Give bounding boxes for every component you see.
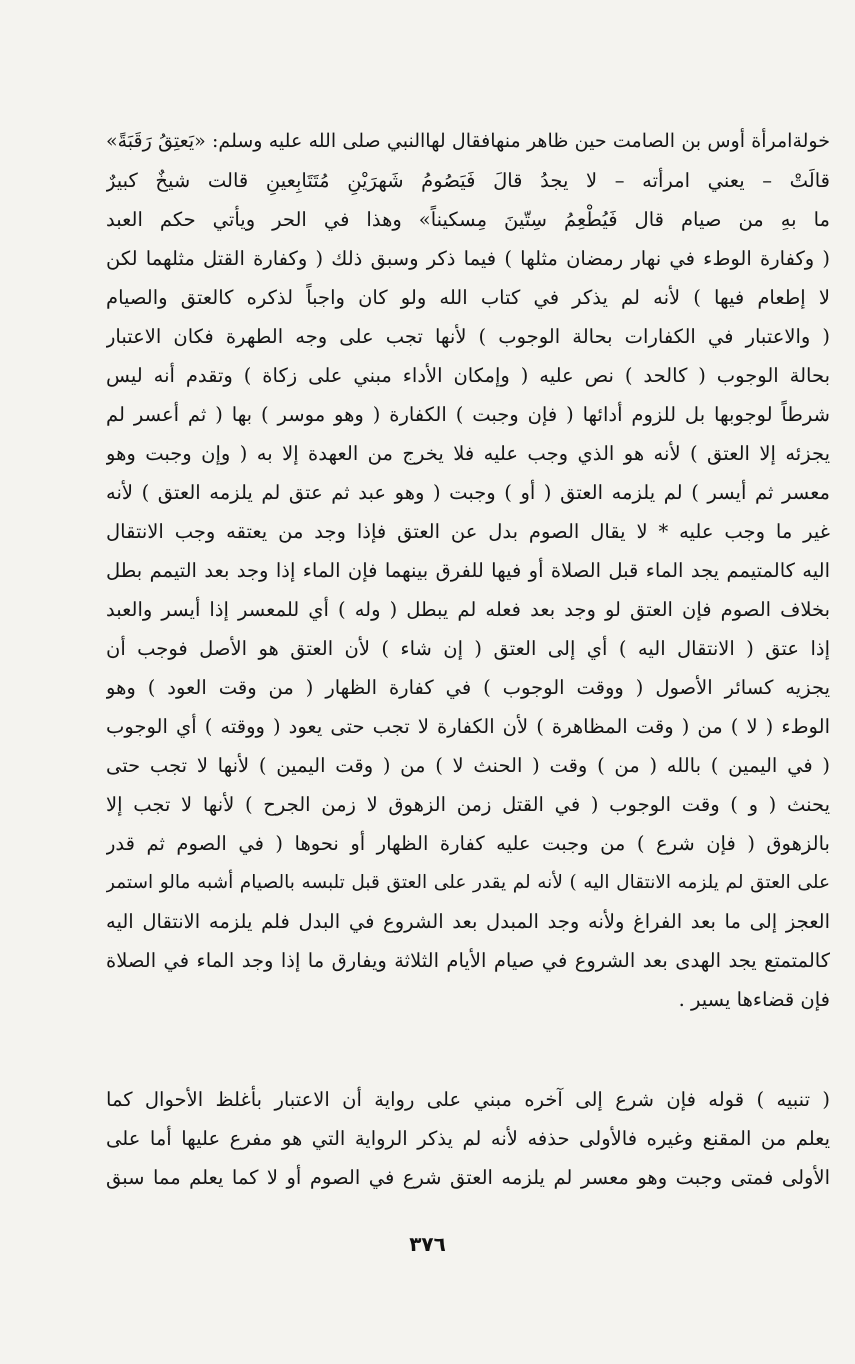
text-line: غير ما وجب عليه * لا يقال الصوم بدل عن العتق فإذا وجد من يعتقه وجب الانتقال [106,520,830,543]
text-line: ما بهِ من صيام قال فَيُطْعِمُ سِتّينَ مِسكيناً» وهذا في الحر ويأتي حكم العبد [106,208,830,231]
text-line: بخلاف الصوم فإن العتق لو وجد بعد فعله لم يبطل ( وله ) أي للمعسر إذا أيسر والعبد [106,598,830,621]
page-number: ٣٧٦ [409,1232,446,1256]
text-line: بالزهوق ( فإن شرع ) من وجبت عليه كفارة الظهار أو نحوها ( في الصوم ثم قدر [106,832,830,855]
text-line: شرطاً لوجوبها بل للزوم أدائها ( فإن وجبت ) الكفارة ( وهو موسر ) بها ( ثم أعسر لم [106,403,830,426]
text-line: ( والاعتبار في الكفارات بحالة الوجوب ) لأنها تجب على وجه الطهرة فكان الاعتبار [106,325,830,348]
text-line: العجز إلى ما بعد الفراغ ولأنه وجد المبدل بعد الشروع في البدل فلم يلزمه الانتقال اليه [106,910,830,933]
text-line: يحنث ( و ) وقت الوجوب ( في القتل زمن الزهوق لا زمن الجرح ) لأنها لا تجب إلا [106,793,830,816]
text-line: ( وكفارة الوطء في نهار رمضان مثلها ) فيما ذكر وسبق ذلك ( وكفارة القتل مثلهما لكن [106,247,830,270]
text-line: على العتق لم يلزمه الانتقال اليه ) لأنه لم يقدر على العتق قبل تلبسه بالصيام أشبه مالو استمر [106,872,830,893]
note-line: يعلم من المقنع وغيره فالأولى حذفه لأنه لم يذكر الرواية التي هو مفرع عليها أما على [106,1127,830,1150]
text-line: معسر ثم أيسر ) لم يلزمه العتق ( أو ) وجبت ( وهو عبد ثم عتق لم يلزمه العتق ) لأنه [106,481,830,504]
text-line: إذا عتق ( الانتقال اليه ) أي إلى العتق ( إن شاء ) لأن العتق هو الأصل فوجب أن [106,637,830,660]
text-line: خولةامرأة أوس بن الصامت حين ظاهر منهافقال لهاالنبي صلى الله عليه وسلم: «يَعتِقُ رَقَبَةً» [106,130,830,152]
main-text-block [106,122,830,1019]
text-line: بحالة الوجوب ( كالحد ) نص عليه ( وإمكان الأداء مبني على زكاة ) وتقدم أنه ليس [106,364,830,387]
text-line: يجزيه كسائر الأصول ( ووقت الوجوب ) في كفارة الظهار ( من وقت العود ) وهو [106,676,830,699]
text-line: لا إطعام فيها ) لأنه لم يذكر في كتاب الله ولو كان واجباً لذكره كالعتق والصيام [106,286,830,309]
text-line: كالمتمتع يجد الهدى بعد الشروع في صيام الأيام الثلاثة ويفارق ما إذا وجد الماء في الصلاة [106,949,830,972]
text-line: ( في اليمين ) بالله ( من ) وقت ( الحنث لا ) من ( وقت اليمين ) لأنها لا تجب حتى [106,754,830,777]
note-line: الأولى فمتى وجبت وهو معسر لم يلزمه العتق شرع في الصوم أو لا كما يعلم مما سبق [106,1166,830,1189]
note-line: ( تنبيه ) قوله فإن شرع إلى آخره مبني على رواية أن الاعتبار بأغلظ الأحوال كما [106,1088,830,1111]
note-text-block [106,1080,830,1197]
text-line: اليه كالمتيمم يجد الماء قبل الصلاة أو فيها للفرق بينهما فإن الماء إذا وجد بعد التيمم بطل [106,559,830,582]
text-line: فإن قضاءها يسير . [678,988,830,1011]
text-line: الوطء ( لا ) من ( وقت المظاهرة ) لأن الكفارة لا تجب حتى يعود ( ووقته ) أي الوجوب [106,715,830,738]
text-line: يجزئه إلا العتق ) لأنه هو الذي وجب عليه فلا يخرج من العهدة إلا به ( وإن وجبت وهو [106,442,830,465]
text-line: قالَتْ – يعني امرأته – لا يجدُ قالَ فَيَصُومُ شَهرَيْنِ مُتَتَابِعينِ قالت شيخٌ كبيرٌ [106,169,830,192]
